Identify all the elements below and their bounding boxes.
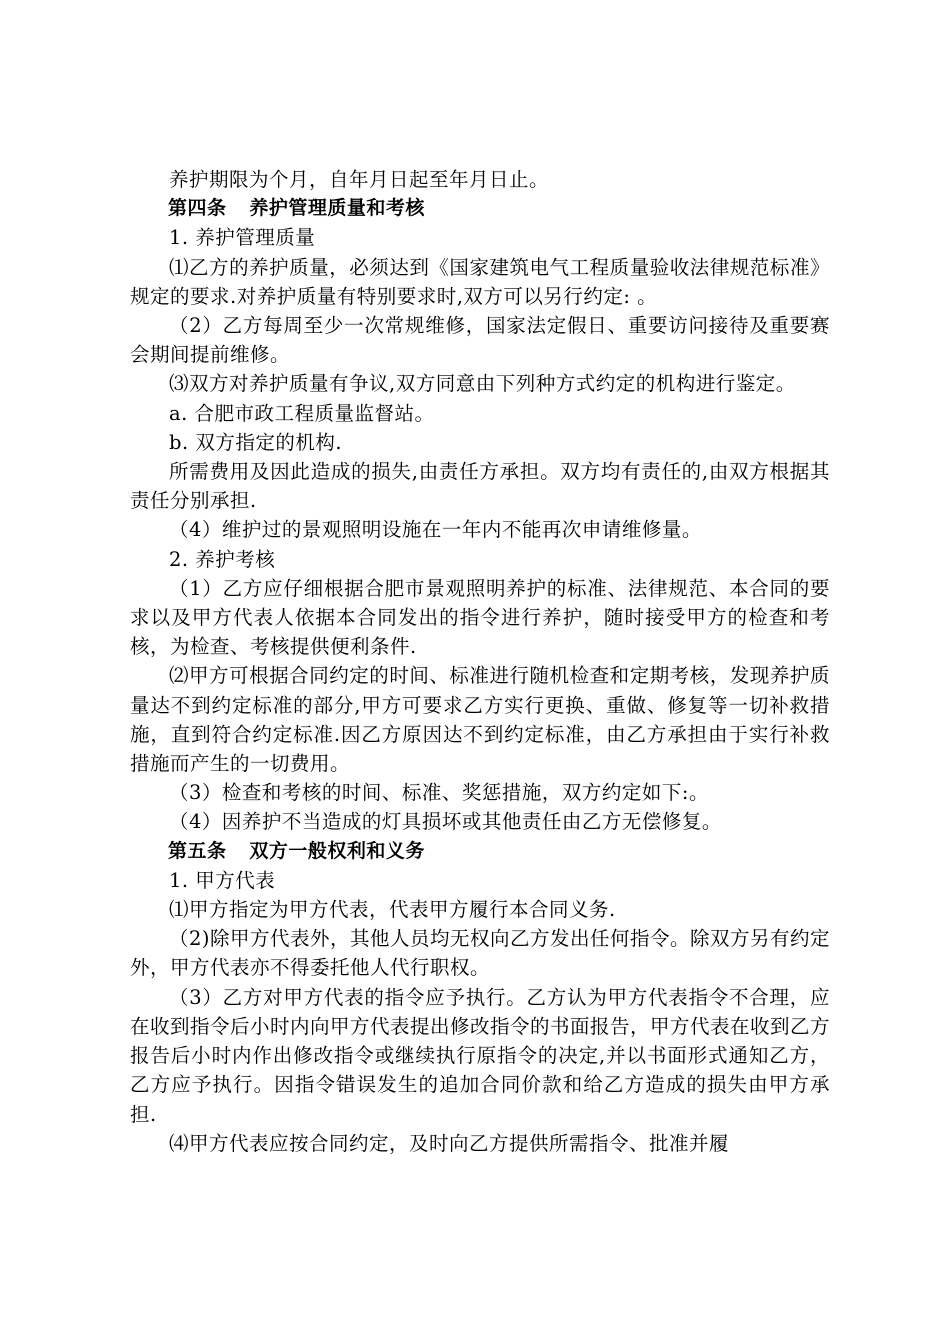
paragraph: （1）乙方应仔细根据合肥市景观照明养护的标准、法律规范、本合同的要求以及甲方代表人依据本合同发出的指令进行养护，随时接受甲方的检查和考核，为检查、考核提供便利条件. [130,576,830,659]
paragraph: ⑶双方对养护质量有争议,双方同意由下列种方式约定的机构进行鉴定。 [169,372,796,396]
paragraph: 所需费用及因此造成的损失,由责任方承担。双方均有责任的,由双方根据其责任分别承担. [130,460,830,513]
list-item: a. 合肥市政工程质量监督站。 [169,401,435,425]
article-number: 第五条 [168,839,227,862]
article-title: 双方一般权利和义务 [249,839,425,862]
paragraph: ⑴乙方的养护质量，必须达到《国家建筑电气工程质量验收法律规范标准》规定的要求.对养护质量有特别要求时,双方可以另行约定: 。 [130,255,830,308]
paragraph: ⑷甲方代表应按合同约定，及时向乙方提供所需指令、批准并履 [169,1131,730,1155]
section-title: 1. 甲方代表 [169,868,276,892]
paragraph: （4）维护过的景观照明设施在一年内不能再次申请维修量。 [169,518,702,542]
article-heading [130,194,830,223]
article-number: 第四条 [168,197,227,220]
paragraph: ⑵甲方可根据合同约定的时间、标准进行随机检查和定期考核，发现养护质量达不到约定标准的部分,甲方可要求乙方实行更换、重做、修复等一切补救措施，直到符合约定标准.因乙方原因达不到约定标准，由乙方承担由于实行补救措施而产生的一切费用。 [130,664,830,776]
article-title: 养护管理质量和考核 [249,197,425,220]
paragraph: （3）检查和考核的时间、标准、奖惩措施，双方约定如下:。 [169,781,709,805]
list-item: b. 双方指定的机构. [169,430,343,454]
section-title: 1. 养护管理质量 [169,226,316,250]
paragraph: 养护期限为个月，自年月日起至年月日止。 [169,168,550,191]
section-title: 2. 养护考核 [169,547,276,571]
paragraph: （2）乙方每周至少一次常规维修，国家法定假日、重要访问接待及重要赛会期间提前维修。 [130,314,830,367]
paragraph: （2)除甲方代表外，其他人员均无权向乙方发出任何指令。除双方另有约定外，甲方代表亦不得委托他人代行职权。 [130,927,831,980]
paragraph: （4）因养护不当造成的灯具损坏或其他责任由乙方无偿修复。 [169,810,722,834]
paragraph: ⑴甲方指定为甲方代表，代表甲方履行本合同义务. [169,898,616,922]
document-body [130,165,830,1158]
article-heading [130,837,830,866]
paragraph: （3）乙方对甲方代表的指令应予执行。乙方认为甲方代表指令不合理，应在收到指令后小时内向甲方代表提出修改指令的书面报告，甲方代表在收到乙方报告后小时内作出修改指令或继续执行原指令的决定,并以书面形式通知乙方，乙方应予执行。因指令错误发生的追加合同价款和给乙方造成的损失由甲方承担. [130,985,831,1126]
